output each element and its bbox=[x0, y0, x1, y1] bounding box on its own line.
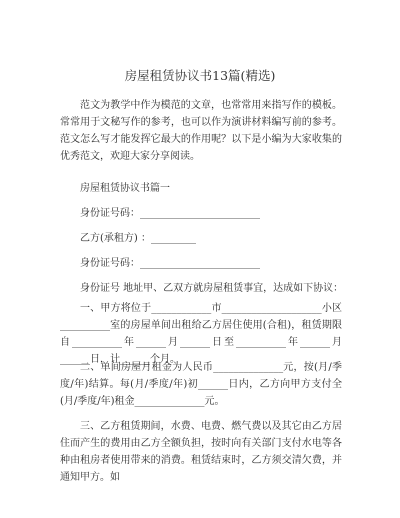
id-number-field-2: 身份证号码：________________________ bbox=[80, 258, 260, 269]
party-b-field: 乙方(承租方) ：_________ bbox=[80, 233, 196, 244]
clause-1: 一、甲方将位于____________市____________________小区__________室的房屋单间出租给乙方居住使用(合租)，租赁期限自__________年______月______日至__________年______月______日，计______个月。 bbox=[60, 303, 342, 365]
section-heading: 房屋租赁协议书篇一 bbox=[80, 183, 170, 194]
id-number-field-1: 身份证号码：________________________ bbox=[80, 208, 260, 219]
agreement-intro-line: 身份证号 地址甲、乙双方就房屋租赁事宜，达成如下协议： bbox=[80, 283, 344, 294]
clause-2: 二、单间房屋月租金为人民币______________元，按(月/季度/年)结算。每(月/季度/年)初______日内，乙方向甲方支付全(月/季度/年)租金______________元。 bbox=[60, 362, 342, 407]
intro-paragraph: 范文为教学中作为模范的文章，也常常用来指写作的模板。常常用于文秘写作的参考，也可以作为演讲材料编写前的参考。范文怎么写才能发挥它最大的作用呢？以下是小编为大家收集的优秀范文，欢迎大家分享阅读。 bbox=[60, 100, 342, 162]
clause-3: 三、乙方租赁期间，水费、电费、燃气费以及其它由乙方居住而产生的费用由乙方全额负担，按时向有关部门支付水电等各种由租房者使用带来的消费。租赁结束时，乙方须交清欠费，并通知甲方。如 bbox=[60, 421, 342, 483]
document-title: 房屋租赁协议书13篇(精选) bbox=[124, 68, 276, 83]
